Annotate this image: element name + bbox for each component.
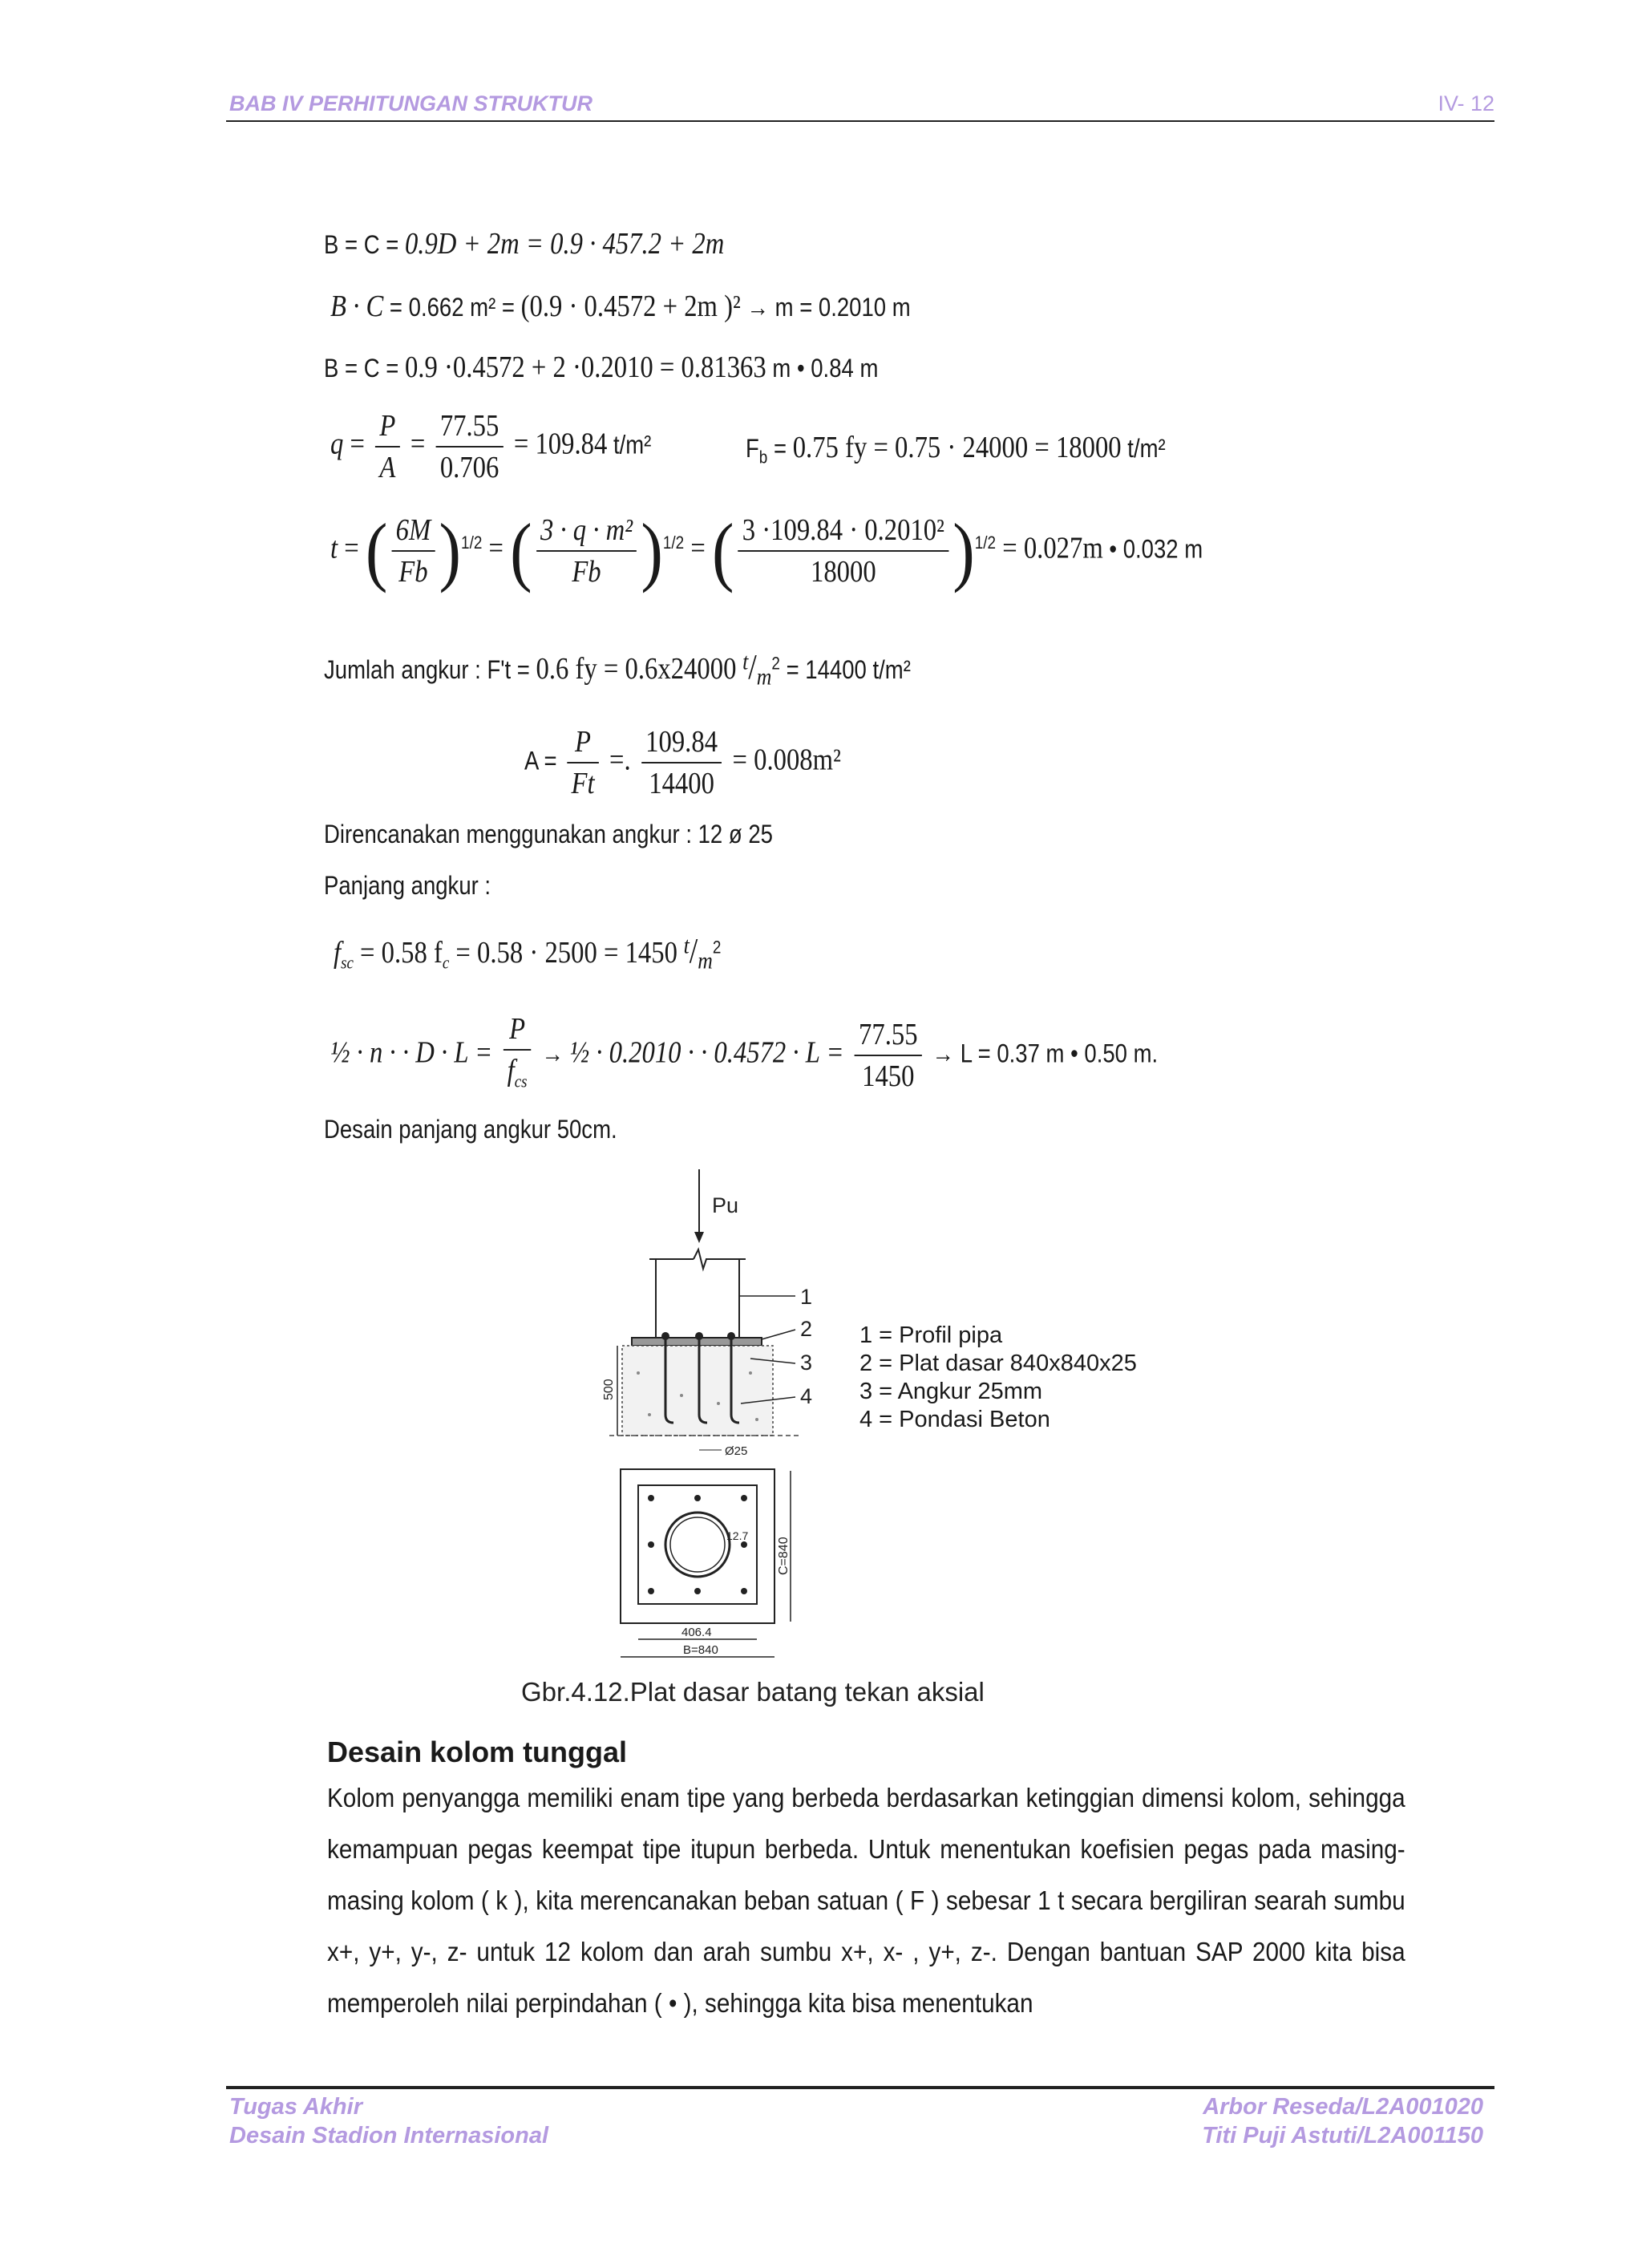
pu-label: Pu [712, 1193, 739, 1217]
legend-item: 2 = Plat dasar 840x840x25 [859, 1351, 1137, 1376]
eq-t-line: t = ( $\frac{6M}{Fb}$ )$^{1/2}$ = ( $\frac{\text{3 · q · m²}}{Fb}$ )$^{1/2}$ = ( $\frac{\text{3 ·109.84 · 0.2010²}}{18000}$ )$^{1/2}$ = 0.027m • 0.032 m [330, 508, 1203, 593]
header-rule [226, 120, 1494, 122]
callout-3: 3 [800, 1351, 813, 1375]
eq-label: B = C = [324, 230, 405, 259]
eq-result: • 0.032 m [1102, 534, 1203, 564]
footer-subtitle: Desain Stadion Internasional [229, 2123, 549, 2149]
figure-legend [859, 1322, 1137, 1434]
legend-item: 4 = Pondasi Beton [859, 1407, 1050, 1432]
dim-c840: C=840 [777, 1537, 791, 1575]
callout-4: 4 [800, 1384, 813, 1408]
eq-result: m • 0.84 m [766, 354, 879, 383]
eq-math: 0.6 fy = 0.6x24000 [536, 652, 737, 686]
eq-label: Jumlah angkur : F't = [324, 655, 536, 684]
concrete-foundation [622, 1346, 773, 1436]
fraction: $\frac{77.55}{1450}$ [855, 1015, 922, 1096]
dim-b840: B=840 [683, 1643, 718, 1657]
page-number: IV- 12 [1438, 91, 1494, 115]
legend-item: 3 = Angkur 25mm [859, 1379, 1043, 1404]
eq-result: = 0.027m [996, 531, 1103, 565]
eq-a-line: A = $\frac{P}{Ft}$ =. $\frac{109.84}{14400}$ = 0.008m² [524, 722, 841, 804]
eq-result: = 14400 t/m² [779, 655, 911, 684]
arrowhead-icon [694, 1232, 704, 1243]
callout-2: 2 [800, 1317, 813, 1341]
eq-text: = 0.662 m² = [383, 293, 521, 322]
callout-1: 1 [800, 1285, 813, 1309]
fraction: $\frac{\text{3 · q · m²}}{Fb}$ [536, 510, 637, 592]
eq-label: B = C = [324, 354, 405, 383]
text-panjang-angkur: Panjang angkur : [324, 871, 491, 900]
footer-title: Tugas Akhir [229, 2094, 362, 2120]
eq-math: 0.9 ·0.4572 + 2 ·0.2010 = 0.81363 [404, 350, 766, 384]
footer-right [1202, 2092, 1483, 2150]
eq-q-line: q = $\frac{P}{A}$ = $\frac{77.55}{0.706}$ = 109.84 t/m² [330, 406, 651, 488]
eq-length-line: ½ · n · · D · L = $\frac{P}{f_{cs}}$ → ½ · 0.2010 · · 0.4572 · L = $\frac{77.55}{1450}$ → L = 0.37 m • 0.50 m. [330, 1009, 1158, 1102]
fraction: $\frac{109.84}{14400}$ [641, 722, 722, 804]
footer-author-1: Arbor Reseda/L2A001020 [1203, 2094, 1483, 2120]
eq-label: A = [524, 746, 564, 776]
text-desain-panjang: Desain panjang angkur 50cm. [324, 1115, 617, 1144]
eq-fb-line: $F_b = 0.75$ fy = 0.75 · 24000 = 18000 t/m² [746, 431, 1166, 468]
footer-author-2: Titi Puji Astuti/L2A001150 [1202, 2123, 1483, 2149]
fraction: $\frac{P}{f_{cs}}$ [503, 1009, 531, 1102]
page-header [226, 87, 1494, 122]
dim-pipe-diameter: 406.4 [681, 1626, 712, 1639]
eq-result: → L = 0.37 m • 0.50 m. [925, 1039, 1159, 1068]
chapter-title: BAB IV PERHITUNGAN STRUKTUR [229, 91, 593, 115]
footer-rule [226, 2086, 1494, 2089]
eq-bc-line-2 [330, 289, 911, 324]
plan-pipe [665, 1513, 730, 1577]
eq-var: q [330, 427, 344, 461]
section-heading: Desain kolom tunggal [327, 1735, 628, 1768]
eq-unit: t/m² [1121, 434, 1166, 463]
eq-label: F [746, 434, 759, 463]
eq-result: → m = 0.2010 m [740, 293, 911, 322]
eq-result: = 0.008m² [726, 743, 841, 777]
text-direncanakan: Direncanakan menggunakan angkur : 12 ø 25 [324, 820, 773, 848]
dim-anchor-diameter: Ø25 [725, 1444, 748, 1458]
eq-fsc-line: $f_{sc} = 0.58$ $f_c = 0.58 \cdot 2500 = 1450$ $t/m^2$ [334, 931, 722, 974]
eq-label: B · C [330, 290, 384, 323]
eq-math: 0.75 fy = 0.75 · 24000 = 18000 [792, 431, 1122, 464]
body-paragraph: Kolom penyangga memiliki enam tipe yang berbeda berdasarkan ketinggian dimensi kolom, sehingga kemampuan pegas keempat tipe itupun berbeda. Untuk menentukan koefisien pegas pada masing-masing kolom ( k ), kita merencanakan beban satuan ( F ) sebesar 1 t secara bergiliran searah sumbu x+, y+, y-, z- untuk 12 kolom dan arah sumbu x+, x- , y+, z-. Dengan bantuan SAP 2000 kita bisa memperoleh nilai perpindahan ( • ), sehingga kita bisa menentukan [327, 1783, 1405, 2018]
figure-caption: Gbr.4.12.Plat dasar batang tekan aksial [521, 1677, 985, 1707]
eq-bc-line-1 [324, 226, 724, 261]
dim-thickness: 12.7 [726, 1529, 749, 1542]
fraction: $\frac{\text{3 ·109.84 · 0.2010²}}{18000}$ [738, 510, 948, 592]
eq-var: t [330, 531, 338, 565]
footer-left [229, 2092, 548, 2150]
eq-bc-line-3 [324, 350, 878, 385]
legend-item: 1 = Profil pipa [859, 1322, 1003, 1348]
eq-jumlah-angkur: Jumlah angkur : F't = 0.6 fy = 0.6x24000 $t/m^2 = 14400$ t/m² [324, 647, 911, 691]
fraction: $\frac{6M}{Fb}$ [392, 510, 435, 592]
fraction: $\frac{77.55}{0.706}$ [436, 406, 504, 488]
eq-unit: t/m² [607, 430, 652, 460]
fraction: $\frac{P}{Ft}$ [567, 722, 598, 804]
break-line-icon [694, 1249, 706, 1269]
eq-result: = 109.84 [507, 427, 608, 461]
eq-math: (0.9 · 0.4572 + 2m )² [520, 290, 741, 323]
eq-math: 0.9D + 2m = 0.9 · 457.2 + 2m [404, 227, 725, 261]
dim-depth: 500 [602, 1379, 616, 1400]
fraction: $\frac{P}{A}$ [375, 406, 399, 488]
